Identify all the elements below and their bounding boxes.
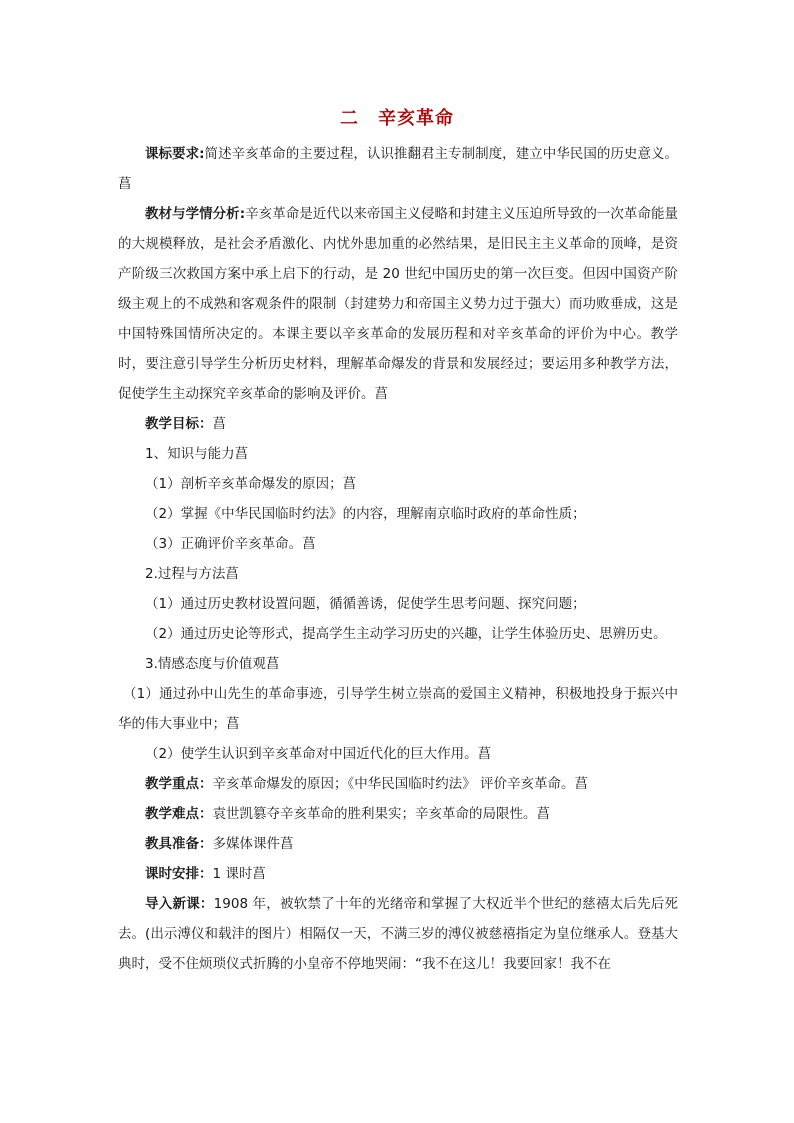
paragraph-jiaocai: [118, 199, 678, 409]
paragraph-keshi: 课时安排：1 课时菖: [145, 866, 266, 882]
label-kebiao: 课标要求:: [145, 146, 205, 162]
list-item: （3）正确评价辛亥革命。菖: [145, 536, 316, 552]
paragraph-nandian: 教学难点：袁世凯篡夺辛亥革命的胜利果实；辛亥革命的局限性。菖: [145, 806, 550, 822]
paragraph-daoru: 导入新课：1908 年，被软禁了十年的光绪帝和掌握了大权近半个世纪的慈禧太后先后死去。(出示溥仪和载沣的图片）相隔仅一天，不满三岁的溥仪被慈禧指定为皇位继承人。登基大典时，受不住烦琐仪式折腾的小皇帝不停地哭闹：“我不在这儿！我要回家！我不在: [118, 896, 679, 972]
para-mark: 菖: [212, 416, 226, 432]
section-title-3: 3.情感态度与价值观菖: [145, 656, 280, 672]
para-mark: 菖: [280, 836, 294, 852]
text-kebiao: 简述辛亥革命的主要过程，认识推翻君主专制制度，建立中华民国的历史意义。: [204, 146, 678, 162]
para-mark: 菖: [574, 776, 589, 792]
para-mark: 菖: [477, 746, 492, 762]
document-body: [118, 139, 678, 979]
list-item: （1）通过孙中山先生的革命事迹，引导学生树立崇高的爱国主义精神，积极地投身于振兴中华的伟大事业中；菖: [118, 686, 678, 732]
list-item: （1）剖析辛亥革命爆发的原因；菖: [145, 476, 357, 492]
section-title-1: 1、知识与能力菖: [145, 446, 249, 462]
label-mubiao: 教学目标：: [145, 416, 213, 432]
para-mark: 菖: [536, 806, 550, 822]
paragraph-zhongdian: 教学重点：辛亥革命爆发的原因；《中华民国临时约法》 评价辛亥革命。菖: [145, 776, 589, 792]
paragraph-mubiao: [118, 409, 678, 439]
para-mark: 菖: [265, 656, 280, 672]
para-mark: 菖: [374, 386, 388, 402]
section-title-2: 2.过程与方法菖: [145, 566, 239, 582]
para-mark: 菖: [252, 866, 266, 882]
paragraph-jiaoju: 教具准备：多媒体课件菖: [145, 836, 294, 852]
para-mark: 菖: [234, 446, 249, 462]
para-mark: 菖: [118, 176, 132, 192]
list-item: （2）掌握《中华民国临时约法》的内容，理解南京临时政府的革命性质；: [145, 506, 586, 522]
list-item: （2）使学生认识到辛亥革命对中国近代化的巨大作用。菖: [145, 746, 492, 762]
para-mark: 菖: [225, 566, 239, 582]
para-mark: 菖: [226, 716, 240, 732]
label-jiaocai: 教材与学情分析:: [145, 206, 246, 222]
para-mark: 菖: [302, 536, 316, 552]
text-jiaocai: 辛亥革命是近代以来帝国主义侵略和封建主义压迫所导致的一次革命能量的大规模释放，是社会矛盾激化、内忧外患加重的必然结果，是旧民主主义革命的顶峰，是资产阶级三次救国方案中承上启下的行动，是 20 世纪中国历史的第一次巨变。但因中国资产阶级主观上的不成熟和客观条件的限制（封建势力和帝国主义势力过于强大）而功败垂成，这是中国特殊国情所决定的。本课主要以辛亥革命的发展历程和对辛亥革命的评价为中心。教学时，要注意引导学生分析历史材料，理解革命爆发的背景和发展经过；要运用多种教学方法，促使学生主动探究辛亥革命的影响及评价。: [118, 206, 679, 402]
page-title: 二 辛亥革命: [340, 108, 454, 129]
list-item: （2）通过历史论等形式，提高学生主动学习历史的兴趣，让学生体验历史、思辨历史。: [145, 626, 667, 642]
paragraph-kebiao: [118, 139, 678, 199]
list-item: （1）通过历史教材设置问题，循循善诱，促使学生思考问题、探究问题；: [145, 596, 586, 612]
para-mark: 菖: [342, 476, 357, 492]
